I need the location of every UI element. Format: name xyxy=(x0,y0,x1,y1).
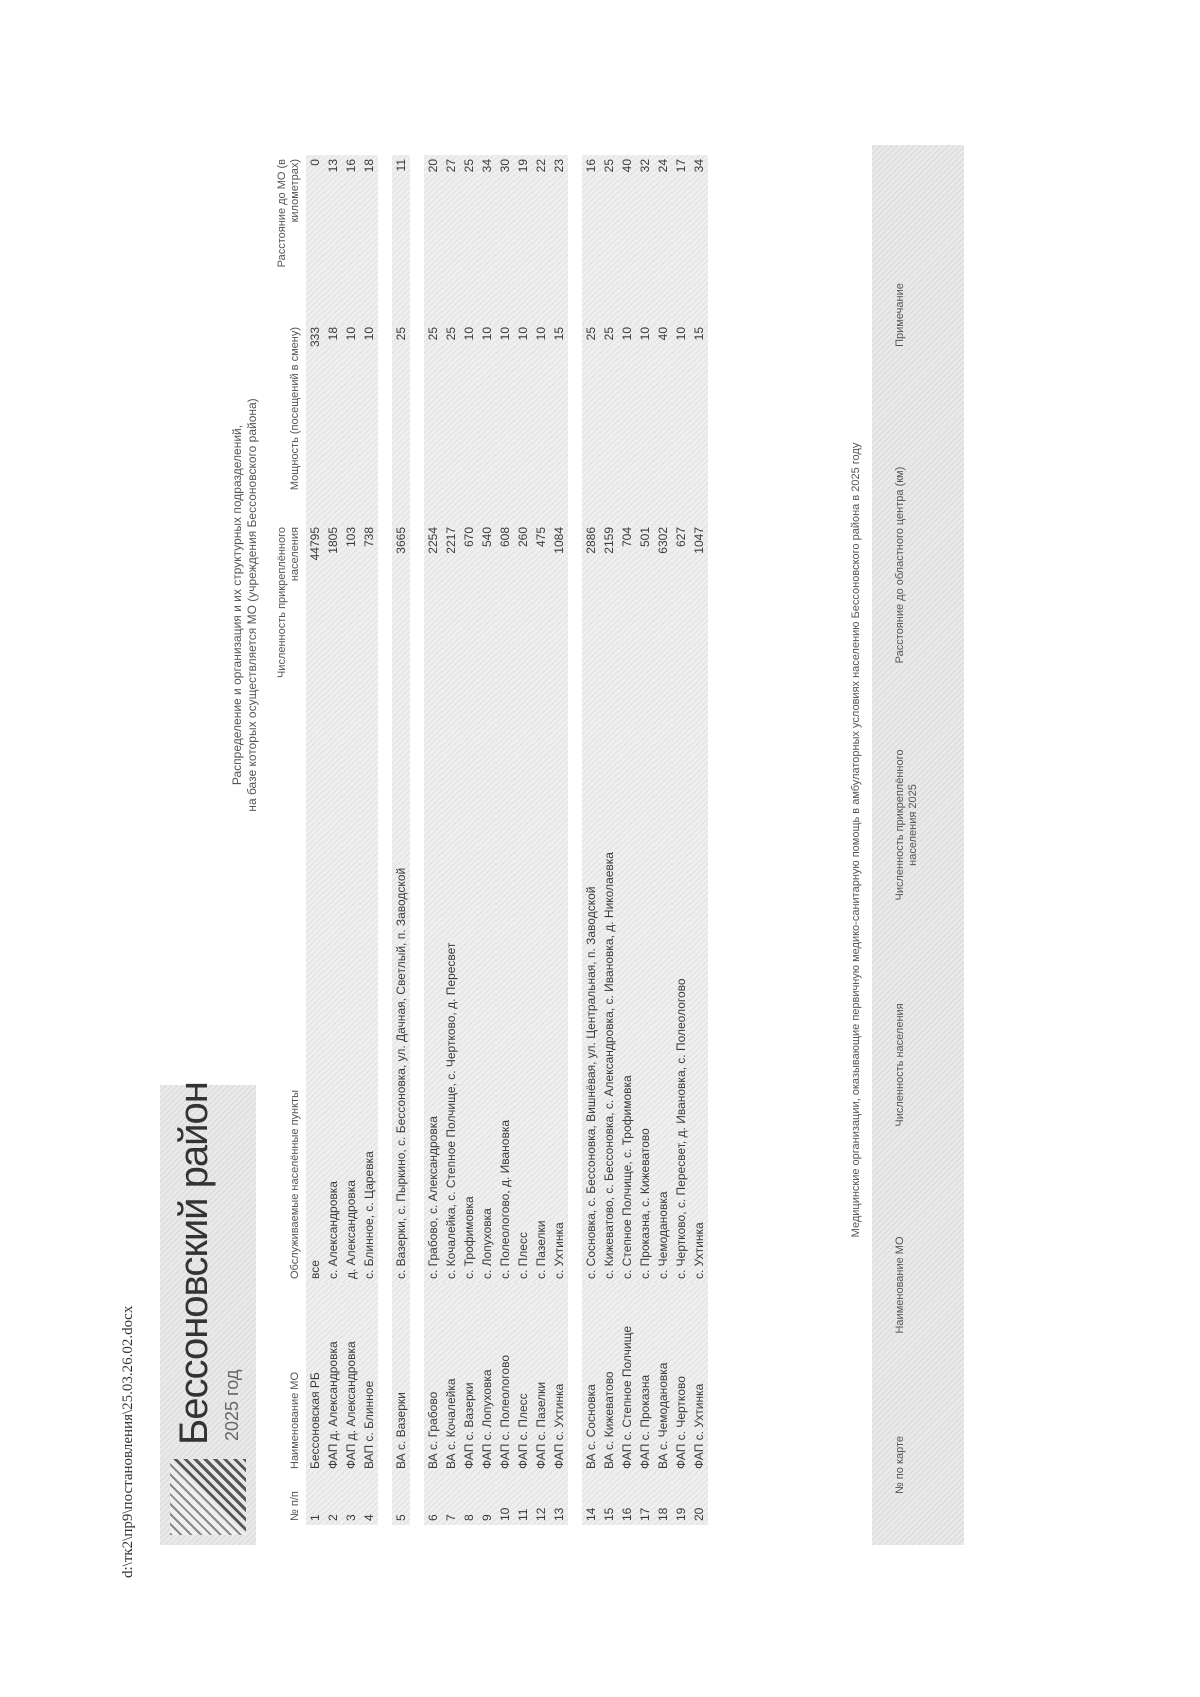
cell-name: ВА с. Кижеватово xyxy=(600,1283,618,1473)
cell-population: 475 xyxy=(532,523,550,683)
cell-population: 2886 xyxy=(582,523,600,683)
cell-capacity: 25 xyxy=(392,323,410,523)
cell-locality: с. Плесс xyxy=(514,683,532,1283)
cell-name: ФАП с. Проказна xyxy=(636,1283,654,1473)
cell-capacity: 10 xyxy=(460,323,478,523)
cell-locality: с. Ухтинка xyxy=(550,683,568,1283)
cell-population: 6302 xyxy=(654,523,672,683)
cell-name: ФАП с. Ухтинка xyxy=(690,1283,708,1473)
cell-capacity: 25 xyxy=(442,323,460,523)
col-header-distance: Расстояние до МО (в километрах) xyxy=(276,159,301,268)
table-row xyxy=(514,155,532,1525)
cell-no: 2 xyxy=(324,1473,342,1525)
cell-population: 1047 xyxy=(690,523,708,683)
cell-locality: с. Кочалейка, с. Степное Полчище, с. Чертково, д. Пересвет xyxy=(442,683,460,1283)
cell-population: 670 xyxy=(460,523,478,683)
cell-name: ВА с. Вазерки xyxy=(392,1283,410,1473)
table-row xyxy=(582,155,600,1525)
cell-capacity: 10 xyxy=(496,323,514,523)
cell-capacity: 10 xyxy=(342,323,360,523)
table-row xyxy=(306,155,324,1525)
cell-distance: 19 xyxy=(514,155,532,323)
cell-capacity: 25 xyxy=(424,323,442,523)
cell-distance: 27 xyxy=(442,155,460,323)
footer-col-1: № по карте xyxy=(894,1435,906,1495)
cell-population: 2159 xyxy=(600,523,618,683)
cell-locality: с. Лопуховка xyxy=(478,683,496,1283)
cell-no: 15 xyxy=(600,1473,618,1525)
table-row xyxy=(460,155,478,1525)
cell-locality: все xyxy=(306,683,324,1283)
table-row xyxy=(496,155,514,1525)
col-header-locality: Обслуживаемые населённые пункты xyxy=(289,1090,301,1279)
cell-locality: с. Степное Полчище, с. Трофимовка xyxy=(618,683,636,1283)
cell-distance: 20 xyxy=(424,155,442,323)
cell-no: 18 xyxy=(654,1473,672,1525)
cell-name: ФАП с. Плесс xyxy=(514,1283,532,1473)
cell-population: 2217 xyxy=(442,523,460,683)
cell-locality: с. Грабово, с. Александровка xyxy=(424,683,442,1283)
col-header-capacity: Мощность (посещений в смену) xyxy=(289,327,301,491)
footer-col-4: Численность прикреплённого населения 2025 xyxy=(894,749,919,901)
cell-no: 20 xyxy=(690,1473,708,1525)
footer-col-6: Примечание xyxy=(894,283,906,347)
cell-name: ВА с. Кочалейка xyxy=(442,1283,460,1473)
table-body xyxy=(306,155,708,1525)
cell-population: 1084 xyxy=(550,523,568,683)
cell-capacity: 10 xyxy=(514,323,532,523)
cell-distance: 34 xyxy=(478,155,496,323)
cell-locality: с. Чертково, с. Пересвет, д. Ивановка, с. Полеологово xyxy=(672,683,690,1283)
cell-no: 8 xyxy=(460,1473,478,1525)
gap-cell xyxy=(378,155,392,1525)
cell-name: ФАП с. Степное Полчище xyxy=(618,1283,636,1473)
bottom-note: Медицинские организации, оказывающие первичную медико-санитарную помощь в амбулаторных условиях населению Бессоновского района в 2025 году xyxy=(850,442,862,1238)
cell-distance: 25 xyxy=(460,155,478,323)
cell-locality: с. Чемодановка xyxy=(654,683,672,1283)
table-row xyxy=(690,155,708,1525)
cell-no: 19 xyxy=(672,1473,690,1525)
cell-distance: 11 xyxy=(392,155,410,323)
cell-distance: 16 xyxy=(342,155,360,323)
cell-locality: с. Сосновка, с. Бессоновка, Вишнёвая, ул. Центральная, п. Заводской xyxy=(582,683,600,1283)
file-path: d:\тк2\пр9\постановления\25.03.26.02.docx xyxy=(120,1305,136,1578)
logo-header xyxy=(160,1082,256,1545)
cell-name: ФАП с. Вазерки xyxy=(460,1283,478,1473)
cell-capacity: 10 xyxy=(618,323,636,523)
table-gap-row xyxy=(568,155,582,1525)
cell-locality: с. Александровка xyxy=(324,683,342,1283)
cell-population: 3665 xyxy=(392,523,410,683)
cell-distance: 22 xyxy=(532,155,550,323)
table-row xyxy=(342,155,360,1525)
cell-distance: 18 xyxy=(360,155,378,323)
footer-table-header xyxy=(872,145,964,1545)
cell-no: 4 xyxy=(360,1473,378,1525)
cell-population: 608 xyxy=(496,523,514,683)
cell-distance: 40 xyxy=(618,155,636,323)
table-row xyxy=(532,155,550,1525)
table-row xyxy=(360,155,378,1525)
cell-no: 16 xyxy=(618,1473,636,1525)
cell-population: 260 xyxy=(514,523,532,683)
cell-locality: с. Трофимовка xyxy=(460,683,478,1283)
cell-capacity: 10 xyxy=(360,323,378,523)
table-gap-row xyxy=(410,155,424,1525)
cell-name: ФАП д. Александровка xyxy=(324,1283,342,1473)
landscape-sheet xyxy=(160,145,980,1545)
cell-population: 1805 xyxy=(324,523,342,683)
cell-no: 10 xyxy=(496,1473,514,1525)
gap-cell xyxy=(568,155,582,1525)
cell-locality: с. Проказна, с. Кижеватово xyxy=(636,683,654,1283)
cell-locality: с. Кижеватово, с. Бессоновка, с. Александровка, с. Ивановка, д. Николаевка xyxy=(600,683,618,1283)
caption-line-1: Распределение и организация и их структурных подразделений, xyxy=(230,424,244,786)
district-name: Бессоновский район xyxy=(172,1082,216,1445)
caption-line-2: на базе которых осуществляется МО (учреждения Бессоновского района) xyxy=(245,398,259,812)
cell-distance: 0 xyxy=(306,155,324,323)
cell-capacity: 18 xyxy=(324,323,342,523)
cell-name: ФАП с. Чертково xyxy=(672,1283,690,1473)
cell-name: ВА с. Сосновка xyxy=(582,1283,600,1473)
cell-locality: д. Александровка xyxy=(342,683,360,1283)
col-header-name: Наименование МО xyxy=(289,1371,301,1469)
col-header-no: № п/п xyxy=(289,1491,301,1521)
table-row xyxy=(618,155,636,1525)
cell-capacity: 25 xyxy=(582,323,600,523)
table-row xyxy=(478,155,496,1525)
cell-no: 5 xyxy=(392,1473,410,1525)
cell-no: 1 xyxy=(306,1473,324,1525)
cell-distance: 24 xyxy=(654,155,672,323)
table-row xyxy=(392,155,410,1525)
cell-population: 103 xyxy=(342,523,360,683)
table-row xyxy=(324,155,342,1525)
cell-name: ФАП с. Ухтинка xyxy=(550,1283,568,1473)
facilities-table xyxy=(272,155,708,1525)
table-caption xyxy=(230,325,260,885)
cell-distance: 30 xyxy=(496,155,514,323)
cell-distance: 17 xyxy=(672,155,690,323)
cell-no: 11 xyxy=(514,1473,532,1525)
table-header-row xyxy=(272,155,306,1525)
cell-no: 14 xyxy=(582,1473,600,1525)
cell-name: ФАП д. Александровка xyxy=(342,1283,360,1473)
cell-no: 6 xyxy=(424,1473,442,1525)
col-header-population: Численность прикреплённого населения xyxy=(276,527,301,679)
cell-population: 540 xyxy=(478,523,496,683)
cell-no: 12 xyxy=(532,1473,550,1525)
cell-locality: с. Блинное, с. Царевка xyxy=(360,683,378,1283)
cell-distance: 13 xyxy=(324,155,342,323)
footer-col-3: Численность населения xyxy=(894,1003,906,1127)
cell-locality: с. Вазерки, с. Пыркино, с. Бессоновка, ул. Дачная, Светлый, п. Заводской xyxy=(392,683,410,1283)
cell-distance: 23 xyxy=(550,155,568,323)
cell-name: ВАП с. Блинное xyxy=(360,1283,378,1473)
gap-cell xyxy=(410,155,424,1525)
cell-distance: 25 xyxy=(600,155,618,323)
cell-name: ВА с. Грабово xyxy=(424,1283,442,1473)
cell-name: Бессоновская РБ xyxy=(306,1283,324,1473)
cell-capacity: 15 xyxy=(690,323,708,523)
cell-no: 13 xyxy=(550,1473,568,1525)
cell-population: 704 xyxy=(618,523,636,683)
cell-capacity: 25 xyxy=(600,323,618,523)
cell-no: 7 xyxy=(442,1473,460,1525)
table-row xyxy=(442,155,460,1525)
cell-name: ФАП с. Лопуховка xyxy=(478,1283,496,1473)
cell-name: ВА с. Чемодановка xyxy=(654,1283,672,1473)
footer-col-2: Наименование МО xyxy=(894,1236,906,1334)
table-row xyxy=(672,155,690,1525)
cell-population: 627 xyxy=(672,523,690,683)
cell-name: ФАП с. Полеологово xyxy=(496,1283,514,1473)
cell-name: ФАП с. Пазелки xyxy=(532,1283,550,1473)
footer-col-5: Расстояние до областного центра (км) xyxy=(894,466,906,664)
cell-no: 3 xyxy=(342,1473,360,1525)
cell-population: 2254 xyxy=(424,523,442,683)
cell-population: 501 xyxy=(636,523,654,683)
table-gap-row xyxy=(378,155,392,1525)
table-row xyxy=(424,155,442,1525)
table-row xyxy=(600,155,618,1525)
cell-population: 44795 xyxy=(306,523,324,683)
cell-locality: с. Ухтинка xyxy=(690,683,708,1283)
cell-capacity: 15 xyxy=(550,323,568,523)
cell-capacity: 10 xyxy=(532,323,550,523)
cell-distance: 34 xyxy=(690,155,708,323)
cell-no: 17 xyxy=(636,1473,654,1525)
cell-capacity: 10 xyxy=(636,323,654,523)
cell-locality: с. Пазелки xyxy=(532,683,550,1283)
cell-locality: с. Полеологово, д. Ивановка xyxy=(496,683,514,1283)
cell-population: 738 xyxy=(360,523,378,683)
rotated-sheet xyxy=(160,145,980,1545)
cell-capacity: 10 xyxy=(478,323,496,523)
cell-capacity: 40 xyxy=(654,323,672,523)
table-row xyxy=(636,155,654,1525)
cell-no: 9 xyxy=(478,1473,496,1525)
table-row xyxy=(550,155,568,1525)
cell-capacity: 10 xyxy=(672,323,690,523)
table-row xyxy=(654,155,672,1525)
cell-capacity: 333 xyxy=(306,323,324,523)
district-year: 2025 год xyxy=(222,1369,242,1441)
cell-distance: 16 xyxy=(582,155,600,323)
cell-distance: 32 xyxy=(636,155,654,323)
